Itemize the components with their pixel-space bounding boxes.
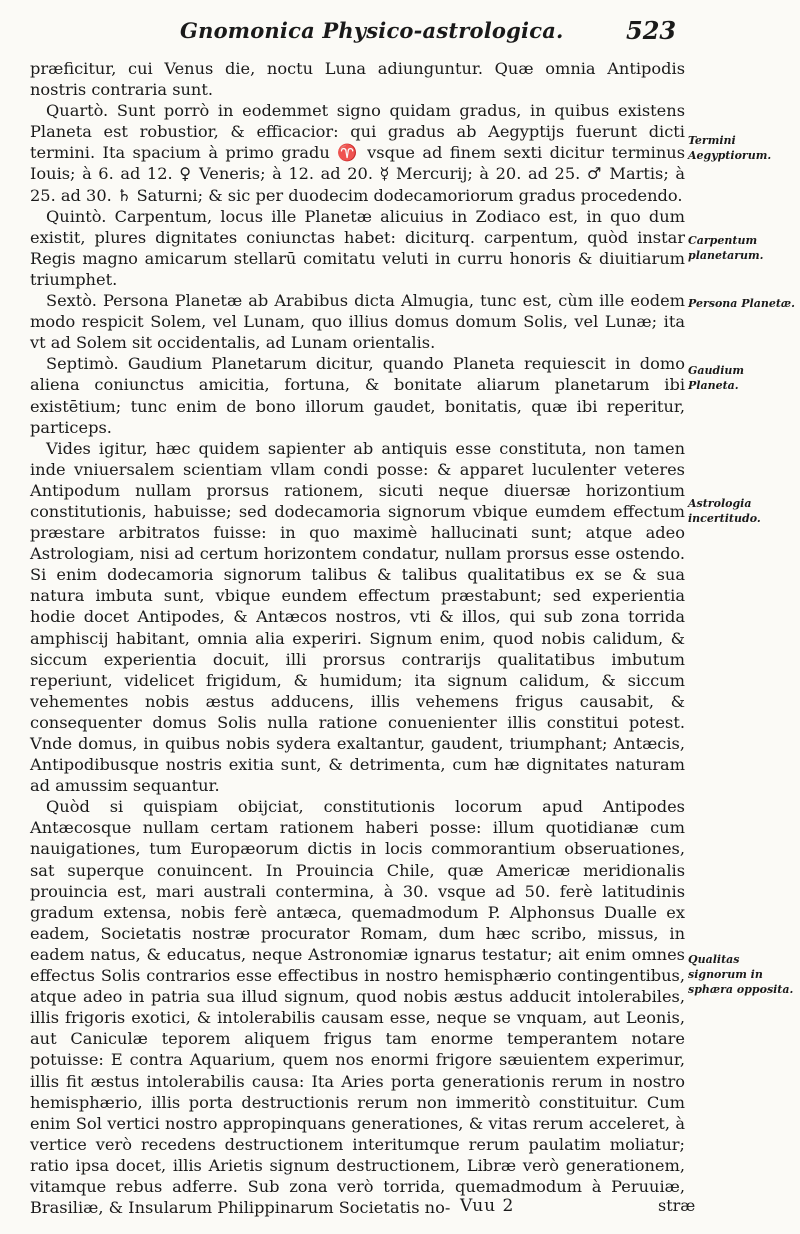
paragraph-continuation: præficitur, cui Venus die, noctu Luna adiunguntur. Quæ omnia Antipodis nostris contraria sunt. xyxy=(30,59,685,100)
margin-note-persona: Persona Planetæ. xyxy=(688,297,795,310)
paragraph-quarto: Quartò. Sunt porrò in eodemmet signo quidam gradus, in quibus existens Planeta est robustior, & efficacior: qui gradus ab Aegyptijs fuerunt dicti termini. Ita spacium à primo gradu ♈ vsque ad finem sexti dicitur terminus Iouis; à 6. ad 12. ♀ Veneris; à 12. ad 20. ☿ Mercurij; à 20. ad 25. ♂ Martis; à 25. ad 30. ♄ Saturni; & sic per duodecim dodecamoriorum gradus procedendo. xyxy=(30,101,685,205)
page-header xyxy=(0,8,800,48)
catchword: stræ xyxy=(658,1196,696,1215)
margin-note-gaudium: Gaudium Planeta. xyxy=(688,364,745,392)
margin-note-qualitas: Qualitas signorum in sphæra opposita. xyxy=(688,953,794,996)
paragraph-quod-si: Quòd si quispiam obijciat, constitutionis locorum apud Antipodes Antæcosque nullam certam rationem haberi posse: illum quotidianæ cum nauigationes, tum Europæorum dictis in locis commorantium obseruationes, sat superque conuincent. In Prouincia Chile, quæ Americæ meridionalis prouincia est, mari australi contermina, à 30. vsque ad 50. ferè latitudinis gradum extensa, nobis ferè antæca, quemadmodum P. Alphonsus Dualle ex eadem, Societatis nostræ procurator Romam, dum hæc scribo, missus, in eadem natus, & educatus, neque Astronomiæ ignarus testatur; ait enim omnes effectus Solis contrarios esse effectibus in nostro hemisphærio contingentibus, atque adeo in patria sua illud signum, quod nobis æstus adducit intolerabiles, illis frigoris exotici, & intolerabilis causam esse, neque se vnquam, aut Leonis, aut Caniculæ teporem aliquem frigus tam enorme temperantem notare potuisse: E contra Aquarium, quem nos enormi frigore sæuientem experimur, illis fit æstus intolerabilis causa: Ita Aries porta generationis rerum in nostro hemisphærio, illis porta destructionis rerum non immeritò constituitur. Cum enim Sol vertici nostro appropinquans generationes, & vitas rerum acceleret, à vertice verò recedens destructionem interitumque rerum paulatim moliatur; ratio ipsa docet, illis Arietis signum destructionem, Libræ verò generationem, vitamque rebus adferre. Sub zona verò torrida, quemadmodum à Peruuiæ, Brasiliæ, & Insularum Philippinarum Societatis no- xyxy=(30,797,685,1218)
paragraph-vides-igitur: Vides igitur, hæc quidem sapienter ab antiquis esse constituta, non tamen inde vniuersalem scientiam vllam condi posse: & apparet luculenter veteres Antipodum nullam prorsus rationem, sicuti neque diuersæ horizontium constitutionis, habuisse; sed dodecamoria signorum vbique eumdem effectum præstare arbitratos fuisse: in quo maximè hallucinati sunt; atque adeo Astrologiam, nisi ad certum horizontem condatur, nullam prorsus esse ostendo. Si enim dodecamoria signorum talibus & talibus qualitatibus ex se & sua natura imbuta sunt, vbique eundem effectum præstabunt; sed experientia hodie docet Antipodes, & Antæcos nostros, vti & illos, qui sub zona torrida amphiscij habitant, omnia alia experiri. Signum enim, quod nobis calidum, & siccum experientia docuit, illi prorsus contrarijs qualitatibus imbutum reperiunt, videlicet frigidum, & humidum; ita signum calidum, & siccum vehementes nobis æstus adducens, illis vehemens frigus causabit, & consequenter domus Solis nulla ratione conuenienter illis constitui potest. Vnde domus, in quibus nobis sydera exaltantur, gaudent, triumphant; Antæcis, Antipodibusque nostris exitia sunt, & detrimenta, cum hæ dignitates naturam ad amussim sequantur. xyxy=(30,438,685,796)
page-footer xyxy=(30,1196,730,1222)
margin-note-termini: Termini Aegyptiorum. xyxy=(688,134,772,162)
running-title: Gnomonica Physico-astrologica. xyxy=(180,18,564,43)
body-text xyxy=(30,58,685,1218)
page-number: 523 xyxy=(626,16,677,45)
margin-note-carpentum: Carpentum planetarum. xyxy=(688,234,764,262)
paragraph-septimo: Septimò. Gaudium Planetarum dicitur, quando Planeta requiescit in domo aliena coniunctus amicitia, fortuna, & bonitate aliarum planetarum ibi existētium; tunc enim de bono illorum gaudet, bonitatis, quæ ibi reperitur, particeps. xyxy=(30,354,685,437)
signature-mark: Vuu 2 xyxy=(460,1196,515,1216)
paragraph-quinto: Quintò. Carpentum, locus ille Planetæ alicuius in Zodiaco est, in quo dum existit, plures dignitates coniunctas habet: diciturq. carpentum, quòd instar Regis magno amicarum stellarū comitatu veluti in curru honoris & diuitiarum triumphet. xyxy=(30,206,685,289)
paragraph-sexto: Sextò. Persona Planetæ ab Arabibus dicta Almugia, tunc est, cùm ille eodem modo respicit Solem, vel Lunam, quo illius domus domum Solis, vel Lunæ; ita vt ad Solem sit occidentalis, ad Lunam orientalis. xyxy=(30,291,685,353)
margin-note-astrologia: Astrologia incertitudo. xyxy=(688,497,761,525)
